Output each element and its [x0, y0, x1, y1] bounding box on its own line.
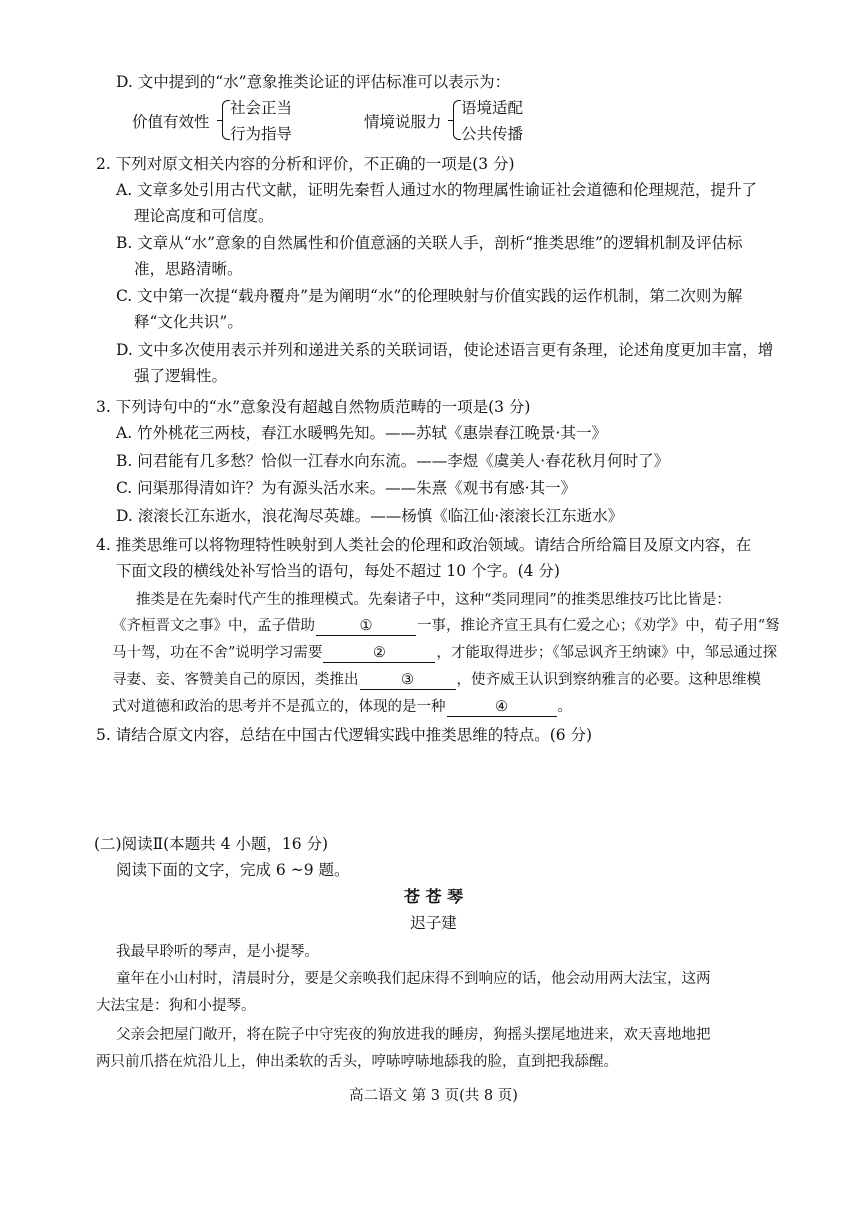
passage-para-3-line2: 两只前爪搭在炕沿儿上，伸出柔软的舌头，哼哧哼哧地舔我的脸，直到把我舔醒。: [96, 1054, 618, 1070]
value-brace: [222, 100, 230, 140]
value-item-1: 社会正当: [230, 99, 293, 117]
q3-option-d: D. 滚滚长江东逝水，浪花淘尽英雄。——杨慎《临江仙·滚滚长江东逝水》: [116, 507, 624, 525]
context-brace: [453, 100, 461, 140]
context-item-2: 公共传播: [461, 125, 524, 143]
q3-option-b: B. 问君能有几多愁？恰似一江春水向东流。——李煜《虞美人·春花秋月何时了》: [116, 452, 670, 470]
passage-para-2-line2: 大法宝是：狗和小提琴。: [96, 998, 256, 1014]
q2-option-b-line2: 准，思路清晰。: [134, 260, 243, 278]
q2-option-a-line2: 理论高度和可信度。: [134, 207, 274, 225]
context-persuasion-label: 情境说服力: [364, 113, 442, 131]
q4-paragraph-line2: [112, 616, 780, 636]
q3-stem: 3. 下列诗句中的“水”意象没有超越自然物质范畴的一项是(3 分): [96, 398, 531, 416]
q2-option-a-line1: A. 文章多处引用古代文献，证明先秦哲人通过水的物理属性谕证社会道德和伦理规范，提升了: [116, 181, 758, 199]
answer-blank-4[interactable]: ④: [447, 698, 557, 717]
section-instruction: 阅读下面的文字，完成 6 ~9 题。: [116, 861, 350, 879]
q4-stem-line2: 下面文段的横线处补写恰当的语句，每处不超过 10 个字。(4 分): [116, 562, 560, 580]
value-validity-label: 价值有效性: [132, 113, 210, 131]
answer-blank-2[interactable]: ②: [323, 644, 435, 663]
q4-text: 《齐桓晋文之事》中，孟子借助: [112, 618, 315, 634]
context-item-1: 语境适配: [461, 99, 524, 117]
q4-text: 式对道德和政治的思考并不是孤立的，体现的是一种: [112, 699, 446, 715]
q2-option-d-line1: D. 文中多次使用表示并列和递进关系的关联词语，使论述语言更有条理，论述角度更加丰富，增: [116, 341, 774, 359]
option-d-line: D. 文中提到的“水”意象推类论证的评估标准可以表示为：: [116, 73, 511, 91]
passage-para-2-line1: 童年在小山村时，清晨时分，要是父亲唤我们起床得不到响应的话，他会动用两大法宝，这两: [116, 971, 711, 987]
q2-option-c-line2: 释“文化共识”。: [134, 313, 243, 331]
q3-option-c: C. 问渠那得清如许？为有源头活水来。——朱熹《观书有感·其一》: [116, 479, 577, 497]
value-item-2: 行为指导: [230, 125, 293, 143]
q4-paragraph-line1: 推类是在先秦时代产生的推理模式。先秦诸子中，这种“类同理同”的推类思维技巧比比皆是：: [136, 592, 731, 608]
q4-text: 马十驾，功在不舍”说明学习需要: [112, 645, 323, 661]
q4-paragraph-line4: [112, 670, 761, 690]
section-heading: (二)阅读Ⅱ(本题共 4 小题，16 分): [94, 835, 329, 853]
passage-author: 迟子建: [410, 914, 457, 932]
q2-option-d-line2: 强了逻辑性。: [134, 367, 228, 385]
q4-paragraph-line3: [112, 643, 777, 663]
q4-text: 一事，推论齐宣王具有仁爱之心；《劝学》中，荀子用“驽: [417, 618, 780, 634]
passage-para-3-line1: 父亲会把屋门敞开，将在院子中守宪夜的狗放进我的睡房，狗摇头摆尾地进来，欢天喜地地把: [116, 1027, 711, 1043]
q3-option-a: A. 竹外桃花三两枝，春江水暖鸭先知。——苏轼《惠崇春江晚景·其一》: [116, 424, 607, 442]
q4-text: 。: [557, 699, 572, 715]
q4-text: ，使齐威王认识到察纳雅言的必要。这种思维模: [456, 672, 761, 688]
q5-stem: 5. 请结合原文内容，总结在中国古代逻辑实践中推类思维的特点。(6 分): [96, 726, 593, 744]
q2-option-b-line1: B. 文章从“水”意象的自然属性和价值意涵的关联人手，剖析“推类思维”的逻辑机制及评估标: [116, 234, 743, 252]
q4-paragraph-line5: [112, 697, 572, 717]
q4-stem-line1: 4. 推类思维可以将物理特性映射到人类社会的伦理和政治领域。请结合所给篇目及原文内容，在: [96, 536, 752, 554]
q2-option-c-line1: C. 文中第一次提“载舟覆舟”是为阐明“水”的伦理映射与价值实践的运作机制，第二次则为解: [116, 287, 743, 305]
passage-title: 苍 苍 琴: [403, 887, 464, 906]
answer-blank-1[interactable]: ①: [316, 617, 416, 636]
q4-text: ，才能取得进步；《邹忌讽齐王纳谏》中，邹忌通过探: [436, 645, 778, 661]
page-footer: 高二语文 第 3 页(共 8 页): [349, 1088, 518, 1104]
answer-blank-3[interactable]: ③: [360, 671, 456, 690]
q4-text: 寻妻、妾、客赞美自己的原因，类推出: [112, 672, 359, 688]
passage-para-1: 我最早聆听的琴声，是小提琴。: [116, 944, 319, 960]
q2-stem: 2. 下列对原文相关内容的分析和评价，不正确的一项是(3 分): [96, 155, 515, 173]
